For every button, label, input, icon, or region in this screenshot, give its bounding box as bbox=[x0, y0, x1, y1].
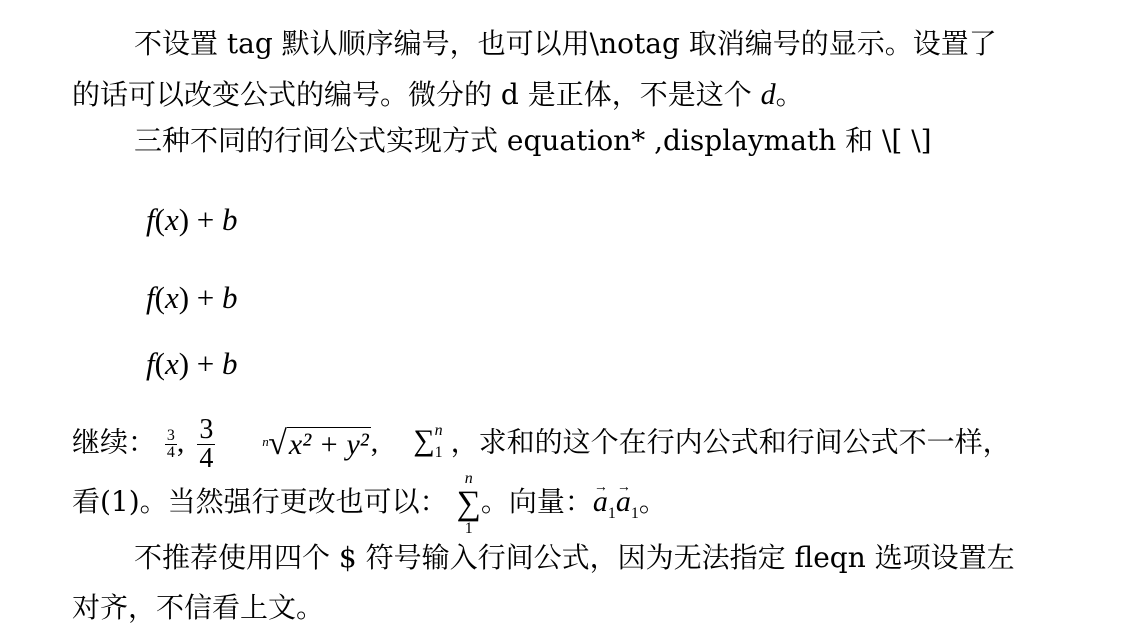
p4-line1-text: 不推荐使用四个 $ 符号输入行间公式，因为无法指定 fleqn 选项设置左 bbox=[134, 541, 1015, 574]
display-sum-sub: 1 bbox=[464, 519, 473, 537]
frac-numerator-big: 3 bbox=[199, 413, 214, 445]
paragraph-3-line-2 bbox=[72, 462, 667, 542]
comma-2: , bbox=[370, 425, 379, 459]
comma: , bbox=[176, 425, 185, 459]
p4-line2-text: 对齐，不信看上文。 bbox=[72, 591, 325, 624]
frac-denominator-big: 4 bbox=[199, 442, 214, 474]
p2-text: 三种不同的行间公式实现方式 equation* ,displaymath 和 \[ \] bbox=[134, 124, 932, 157]
frac-denominator: 4 bbox=[166, 443, 175, 461]
paragraph-4-line-1 bbox=[134, 540, 1015, 576]
p1-line2-text: 的话可以改变公式的编号。微分的 d 是正体，不是这个 bbox=[72, 78, 761, 111]
p3-line2-end: 。 bbox=[638, 485, 667, 518]
vec-sub-2: 1 bbox=[630, 505, 639, 522]
root-index: n bbox=[262, 433, 269, 449]
p3-prefix: 继续： bbox=[72, 425, 157, 459]
paragraph-3-line-1 bbox=[72, 400, 1011, 474]
display-equation-2: f(x) + b bbox=[146, 280, 238, 315]
frac-numerator: 3 bbox=[166, 426, 175, 444]
paragraph-2 bbox=[134, 123, 932, 159]
nth-root: n √x² + y² bbox=[262, 409, 371, 480]
display-sum-sup: n bbox=[464, 469, 473, 487]
italic-d: d bbox=[760, 78, 776, 111]
p1-line1-text: 不设置 tag 默认顺序编号，也可以用\notag 取消编号的显示。设置了 bbox=[134, 27, 997, 60]
paragraph-1-line-1 bbox=[134, 26, 997, 62]
display-sum: n ∑ 1 bbox=[456, 469, 481, 537]
inline-sum: $\sum_1^n$ bbox=[413, 422, 443, 461]
paragraph-1-line-2 bbox=[72, 77, 804, 113]
radicand: x² + y² bbox=[288, 427, 369, 461]
p1-line2-end: 。 bbox=[775, 78, 804, 111]
inline-fraction bbox=[165, 428, 177, 461]
p3-line2-prefix: 看(1)。当然强行更改也可以： bbox=[72, 485, 448, 518]
display-equation-3: f(x) + b bbox=[146, 346, 238, 381]
display-equation-1: f(x) + b bbox=[146, 202, 238, 237]
p3-rest: ，求和的这个在行内公式和行间公式不一样， bbox=[450, 425, 1011, 459]
vector-expression: → $a_1\to a_1$ bbox=[593, 485, 639, 518]
p3-line2-mid: 。向量： bbox=[480, 485, 593, 518]
vec-sub-1: 1 bbox=[607, 505, 616, 522]
paragraph-4-line-2 bbox=[72, 590, 324, 626]
sum-sub: 1 bbox=[434, 444, 443, 461]
sum-sup: n bbox=[434, 422, 443, 439]
